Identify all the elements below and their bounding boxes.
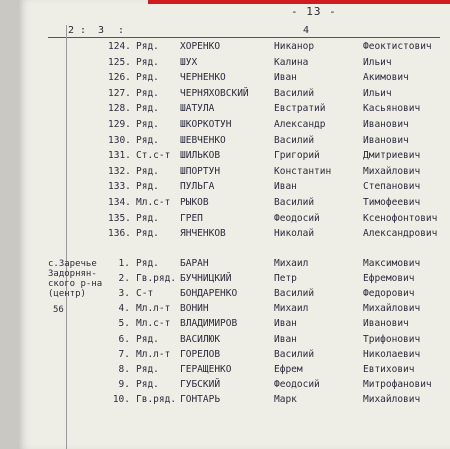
entry-first-name: Иван xyxy=(274,181,297,193)
entry-patronymic: Федорович xyxy=(363,288,415,300)
entry-first-name: Николай xyxy=(274,228,315,240)
entry-patronymic: Ксенофонтович xyxy=(363,212,438,224)
entry-surname: ГРЕП xyxy=(180,212,203,224)
entry-patronymic: Степанович xyxy=(363,181,421,193)
entry-patronymic: Александрович xyxy=(363,228,438,240)
entry-surname: ЧЕРНЯХОВСКИЙ xyxy=(180,87,249,99)
list-item xyxy=(18,288,450,303)
entry-surname: ГОРЕЛОВ xyxy=(180,348,221,360)
list-item xyxy=(18,88,450,103)
list-item xyxy=(18,228,450,243)
entry-surname: БУЧНИЦКИЙ xyxy=(180,273,232,285)
place-line: с.Заречье xyxy=(48,259,97,269)
entry-number: 128. xyxy=(108,103,131,115)
entry-surname: ШПОРТУН xyxy=(180,165,221,177)
entry-surname: ВЛАДИМИРОВ xyxy=(180,318,238,330)
entry-first-name: Василий xyxy=(274,348,315,360)
entry-rank: Ряд. xyxy=(136,72,159,84)
entry-rank: Ряд. xyxy=(136,258,159,269)
place-line: ского р-на xyxy=(48,279,103,289)
entry-first-name: Михаил xyxy=(274,303,309,315)
entry-number: 5. xyxy=(118,318,130,330)
entry-rank: Ряд. xyxy=(136,41,159,52)
entry-number: 135. xyxy=(108,212,131,224)
entry-number: 126. xyxy=(108,72,131,84)
list-item xyxy=(18,103,450,118)
list-item xyxy=(18,135,450,150)
entry-rank: Гв.ряд. xyxy=(136,273,177,285)
entry-first-name: Петр xyxy=(274,273,297,285)
entry-surname: ШУХ xyxy=(180,56,198,68)
list-item xyxy=(18,273,450,288)
entry-first-name: Евстратий xyxy=(274,103,326,115)
entry-surname: ШАТУЛА xyxy=(180,103,215,115)
entry-patronymic: Ильич xyxy=(363,56,392,68)
entry-first-name: Иван xyxy=(274,333,297,345)
entry-first-name: Иван xyxy=(274,72,297,84)
entry-rank: Ряд. xyxy=(136,333,159,345)
entry-surname: ШКОРКОТУН xyxy=(180,119,232,130)
entry-surname: ЧЕРНЕНКО xyxy=(180,72,226,84)
entry-patronymic: Митрофанович xyxy=(363,378,432,390)
entry-surname: ЯНЧЕНКОВ xyxy=(180,228,226,240)
entry-patronymic: Ефремович xyxy=(363,273,415,285)
header-divider xyxy=(48,37,440,38)
list-item xyxy=(18,213,450,228)
column-header-4: 4 xyxy=(303,25,310,36)
entry-number: 10. xyxy=(112,393,130,405)
entry-surname: БОНДАРЕНКО xyxy=(180,288,238,300)
entry-rank: Мл.л-т xyxy=(136,303,171,315)
entry-first-name: Василий xyxy=(274,87,315,99)
entry-number: 4. xyxy=(118,303,130,315)
entry-surname: ГЕРАЩЕНКО xyxy=(180,363,232,375)
entry-rank: Мл.с-т xyxy=(136,318,171,330)
entry-first-name: Феодосий xyxy=(274,212,320,224)
column-header-colon-1: : xyxy=(80,25,87,36)
entry-number: 9. xyxy=(118,378,130,390)
list-item xyxy=(18,318,450,333)
entry-rank: Мл.л-т xyxy=(136,348,171,360)
entry-surname: РЫКОВ xyxy=(180,197,209,208)
place-line: Задорнян- xyxy=(48,269,97,279)
entry-patronymic: Акимович xyxy=(363,72,409,84)
entry-rank: Гв.ряд. xyxy=(136,393,177,405)
entry-patronymic: Максимович xyxy=(363,258,421,269)
list-item xyxy=(18,119,450,134)
column-header-2: 2 xyxy=(68,25,75,36)
list-item xyxy=(18,303,450,318)
list-item xyxy=(18,349,450,364)
list-item xyxy=(18,394,450,409)
entry-number: 136. xyxy=(108,228,131,240)
entry-rank: Ряд. xyxy=(136,165,159,177)
entry-rank: Ряд. xyxy=(136,228,159,240)
entry-number: 125. xyxy=(108,56,131,68)
list-item xyxy=(18,57,450,72)
entry-surname: ПУЛЬГА xyxy=(180,181,215,193)
entry-first-name: Александр xyxy=(274,119,326,130)
list-item xyxy=(18,181,450,196)
entry-patronymic: Иванович xyxy=(363,318,409,330)
entry-number: 124. xyxy=(108,41,131,52)
list-item xyxy=(18,72,450,87)
list-item xyxy=(18,334,450,349)
entry-number: 127. xyxy=(108,87,131,99)
list-item xyxy=(18,166,450,181)
list-item xyxy=(18,364,450,379)
list-item xyxy=(18,258,450,273)
entry-patronymic: Николаевич xyxy=(363,348,421,360)
entry-patronymic: Тимофеевич xyxy=(363,197,421,208)
entry-number: 7. xyxy=(118,348,130,360)
entry-rank: Ряд. xyxy=(136,87,159,99)
entry-patronymic: Евтихович xyxy=(363,363,415,375)
entry-patronymic: Касьянович xyxy=(363,103,421,115)
entry-number: 3. xyxy=(118,288,130,300)
entry-rank: Ряд. xyxy=(136,56,159,68)
entry-first-name: Григорий xyxy=(274,150,320,162)
entry-surname: ВАСИЛЮК xyxy=(180,333,221,345)
entry-rank: Ряд. xyxy=(136,181,159,193)
entry-rank: Ряд. xyxy=(136,212,159,224)
entry-surname: ГУБСКИЙ xyxy=(180,378,221,390)
entry-rank: Мл.с-т xyxy=(136,197,171,208)
entry-surname: ХОРЕНКО xyxy=(180,41,221,52)
entry-number: 131. xyxy=(108,150,131,162)
entry-first-name: Иван xyxy=(274,318,297,330)
entry-patronymic: Михайлович xyxy=(363,393,421,405)
entry-rank: Ст.с-т xyxy=(136,150,171,162)
entry-first-name: Ефрем xyxy=(274,363,303,375)
entry-patronymic: Трифонович xyxy=(363,333,421,345)
entry-number: 133. xyxy=(108,181,131,193)
entry-first-name: Василий xyxy=(274,197,315,208)
place-line: (центр) xyxy=(48,289,86,299)
entry-first-name: Никанор xyxy=(274,41,315,52)
entry-surname: ШИЛЬКОВ xyxy=(180,150,221,162)
entry-first-name: Василий xyxy=(274,134,315,146)
entry-rank: Ряд. xyxy=(136,378,159,390)
entry-first-name: Калина xyxy=(274,56,309,68)
entry-patronymic: Дмитриевич xyxy=(363,150,421,162)
entry-first-name: Марк xyxy=(274,393,297,405)
document-page xyxy=(18,0,450,449)
entry-number: 130. xyxy=(108,134,131,146)
entry-rank: С-т xyxy=(136,288,154,300)
entry-patronymic: Иванович xyxy=(363,134,409,146)
entry-rank: Ряд. xyxy=(136,119,159,130)
column-header-colon-2: : xyxy=(118,25,125,36)
entry-rank: Ряд. xyxy=(136,363,159,375)
entry-surname: ШЕВЧЕНКО xyxy=(180,134,226,146)
entry-patronymic: Михайлович xyxy=(363,303,421,315)
entry-first-name: Василий xyxy=(274,288,315,300)
entry-number: 1. xyxy=(118,258,130,269)
entry-patronymic: Иванович xyxy=(363,119,409,130)
list-item xyxy=(18,197,450,212)
entry-surname: ГОНТАРЬ xyxy=(180,393,221,405)
list-item xyxy=(18,41,450,56)
entry-first-name: Михаил xyxy=(274,258,309,269)
entry-patronymic: Михайлович xyxy=(363,165,421,177)
page-number: - 13 - xyxy=(291,5,337,18)
entry-number: 129. xyxy=(108,119,131,130)
entry-number: 2. xyxy=(118,273,130,285)
entry-number: 8. xyxy=(118,363,130,375)
entry-patronymic: Ильич xyxy=(363,87,392,99)
entry-number: 132. xyxy=(108,165,131,177)
entry-first-name: Константин xyxy=(274,165,332,177)
place-code: 56 xyxy=(53,305,64,315)
list-item xyxy=(18,150,450,165)
list-item xyxy=(18,379,450,394)
entry-number: 6. xyxy=(118,333,130,345)
entry-surname: БАРАН xyxy=(180,258,209,269)
entry-surname: ВОНИН xyxy=(180,303,209,315)
entry-patronymic: Феоктистович xyxy=(363,41,432,52)
column-header-3: 3 xyxy=(98,25,105,36)
entry-rank: Ряд. xyxy=(136,134,159,146)
red-border-strip xyxy=(148,0,450,4)
entry-first-name: Феодосий xyxy=(274,378,320,390)
entry-number: 134. xyxy=(108,197,131,208)
entry-rank: Ряд. xyxy=(136,103,159,115)
